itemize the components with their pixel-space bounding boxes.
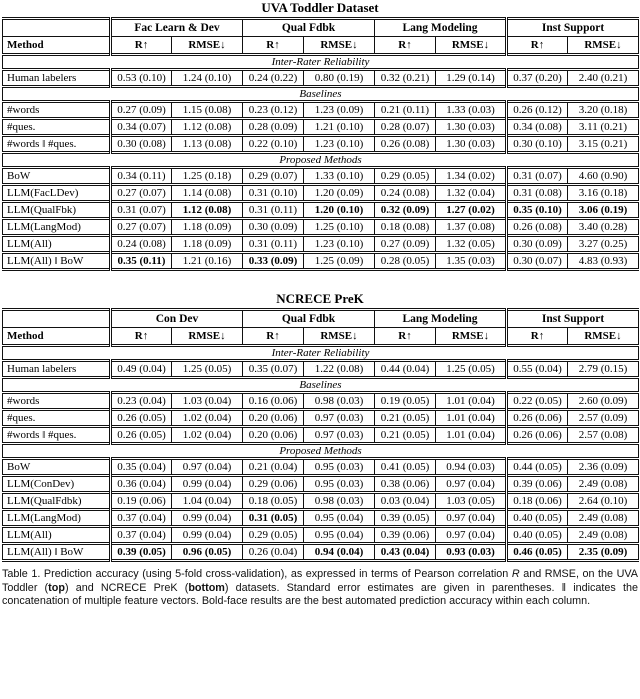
value-cell: 0.27 (0.09) <box>111 102 172 119</box>
value-cell: 1.13 (0.08) <box>172 136 243 153</box>
value-cell: 0.26 (0.12) <box>507 102 568 119</box>
method-cell: #words ‖ #ques. <box>7 429 77 441</box>
caption-text: R <box>511 568 520 580</box>
table-row <box>3 510 639 527</box>
rmse-column-header: RMSE↓ <box>436 328 507 346</box>
method-cell: LLM(All) ‖ BoW <box>7 255 84 267</box>
value-cell: 0.26 (0.05) <box>111 410 172 427</box>
section-row <box>3 55 639 70</box>
value-cell: 0.24 (0.08) <box>111 236 172 253</box>
table-row <box>3 136 639 153</box>
group-header: Inst Support <box>507 19 639 37</box>
table-row <box>3 410 639 427</box>
value-cell: 0.32 (0.09) <box>375 202 436 219</box>
value-cell: 0.28 (0.07) <box>375 119 436 136</box>
value-cell: 0.26 (0.06) <box>507 410 568 427</box>
table-row <box>3 219 639 236</box>
group-header: Qual Fdbk <box>243 310 375 328</box>
r-column-header: R↑ <box>375 328 436 346</box>
caption-text: and RMSE, on the UVA Toddler ( <box>2 568 638 594</box>
table-row <box>3 393 639 410</box>
value-cell: 1.25 (0.05) <box>436 361 507 378</box>
r-column-header: R↑ <box>507 328 568 346</box>
value-cell: 1.24 (0.10) <box>172 70 243 87</box>
value-cell: 1.01 (0.04) <box>436 427 507 444</box>
value-cell: 0.39 (0.05) <box>111 544 172 561</box>
value-cell: 2.60 (0.09) <box>568 393 639 410</box>
value-cell: 0.97 (0.04) <box>172 459 243 476</box>
value-cell: 0.55 (0.04) <box>507 361 568 378</box>
method-cell: Human labelers <box>7 72 77 84</box>
value-cell: 0.29 (0.05) <box>243 527 304 544</box>
value-cell: 0.21 (0.05) <box>375 410 436 427</box>
value-cell: 4.83 (0.93) <box>568 253 639 270</box>
empty-corner-cell <box>3 19 111 37</box>
value-cell: 2.49 (0.08) <box>568 527 639 544</box>
section-row <box>3 87 639 102</box>
value-cell: 2.40 (0.21) <box>568 70 639 87</box>
rmse-column-header: RMSE↓ <box>568 37 639 55</box>
value-cell: 0.36 (0.04) <box>111 476 172 493</box>
value-cell: 2.64 (0.10) <box>568 493 639 510</box>
value-cell: 1.03 (0.05) <box>436 493 507 510</box>
value-cell: 0.26 (0.06) <box>507 427 568 444</box>
section-label: Inter-Rater Reliability <box>271 56 370 68</box>
value-cell: 0.95 (0.03) <box>304 476 375 493</box>
group-header: Fac Learn & Dev <box>111 19 243 37</box>
value-cell: 1.23 (0.10) <box>304 236 375 253</box>
section-row <box>3 378 639 393</box>
value-cell: 0.23 (0.04) <box>111 393 172 410</box>
method-cell: Human labelers <box>7 363 77 375</box>
section-row <box>3 444 639 459</box>
value-cell: 1.02 (0.04) <box>172 427 243 444</box>
value-cell: 0.24 (0.08) <box>375 185 436 202</box>
method-column-header: Method <box>7 39 44 51</box>
caption-text: ) and NCRECE PreK ( <box>64 581 189 594</box>
value-cell: 0.93 (0.03) <box>436 544 507 561</box>
value-cell: 1.32 (0.04) <box>436 185 507 202</box>
value-cell: 1.18 (0.09) <box>172 236 243 253</box>
method-cell: #words <box>7 395 40 407</box>
value-cell: 1.27 (0.02) <box>436 202 507 219</box>
value-cell: 1.25 (0.10) <box>304 219 375 236</box>
caption-text: Table 1. Prediction accuracy (using 5-fold cross-validation), as expressed in terms of Pearson correlation <box>2 568 512 580</box>
table-row <box>3 427 639 444</box>
table-row <box>3 253 639 270</box>
method-cell: LLM(LangMod) <box>7 512 81 524</box>
group-header: Lang Modeling <box>375 19 507 37</box>
rmse-column-header: RMSE↓ <box>568 328 639 346</box>
table-row <box>3 202 639 219</box>
value-cell: 0.99 (0.04) <box>172 527 243 544</box>
value-cell: 1.01 (0.04) <box>436 393 507 410</box>
value-cell: 0.41 (0.05) <box>375 459 436 476</box>
r-column-header: R↑ <box>507 37 568 55</box>
value-cell: 1.04 (0.04) <box>172 493 243 510</box>
value-cell: 3.16 (0.18) <box>568 185 639 202</box>
method-cell: #words <box>7 104 40 116</box>
section-label: Baselines <box>299 88 342 100</box>
table-row <box>3 185 639 202</box>
table-title-ncrece: NCRECE PreK <box>276 291 364 306</box>
value-cell: 1.30 (0.03) <box>436 119 507 136</box>
table-row <box>3 236 639 253</box>
value-cell: 0.22 (0.10) <box>243 136 304 153</box>
value-cell: 0.31 (0.07) <box>507 168 568 185</box>
value-cell: 0.31 (0.05) <box>243 510 304 527</box>
value-cell: 2.36 (0.09) <box>568 459 639 476</box>
value-cell: 0.31 (0.11) <box>243 202 304 219</box>
value-cell: 0.94 (0.03) <box>436 459 507 476</box>
value-cell: 3.15 (0.21) <box>568 136 639 153</box>
caption-text: ) datasets. Standard error estimates are given in parentheses. ‖ indicates the concatenation of multiple feature vectors. Bold-face results are the best automated prediction accuracy within each column. <box>2 581 638 607</box>
value-cell: 0.33 (0.09) <box>243 253 304 270</box>
value-cell: 0.21 (0.04) <box>243 459 304 476</box>
value-cell: 0.27 (0.07) <box>111 219 172 236</box>
value-cell: 0.20 (0.06) <box>243 410 304 427</box>
value-cell: 1.20 (0.10) <box>304 202 375 219</box>
method-cell: LLM(QualFbk) <box>7 204 77 216</box>
value-cell: 1.15 (0.08) <box>172 102 243 119</box>
value-cell: 0.44 (0.05) <box>507 459 568 476</box>
value-cell: 0.39 (0.05) <box>375 510 436 527</box>
value-cell: 0.30 (0.07) <box>507 253 568 270</box>
method-cell: LLM(All) ‖ BoW <box>7 546 84 558</box>
rmse-column-header: RMSE↓ <box>304 37 375 55</box>
value-cell: 0.34 (0.11) <box>111 168 172 185</box>
method-cell: LLM(All) <box>7 238 52 250</box>
method-cell: BoW <box>7 461 31 473</box>
value-cell: 3.11 (0.21) <box>568 119 639 136</box>
value-cell: 0.18 (0.08) <box>375 219 436 236</box>
value-cell: 0.26 (0.04) <box>243 544 304 561</box>
r-column-header: R↑ <box>243 37 304 55</box>
rmse-column-header: RMSE↓ <box>304 328 375 346</box>
table-row <box>3 527 639 544</box>
value-cell: 0.97 (0.04) <box>436 476 507 493</box>
column-header-row <box>3 37 639 55</box>
r-column-header: R↑ <box>111 328 172 346</box>
value-cell: 0.26 (0.05) <box>111 427 172 444</box>
value-cell: 0.97 (0.03) <box>304 427 375 444</box>
value-cell: 0.27 (0.09) <box>375 236 436 253</box>
table-row <box>3 459 639 476</box>
value-cell: 0.26 (0.08) <box>375 136 436 153</box>
empty-corner-cell <box>3 310 111 328</box>
method-cell: LLM(ConDev) <box>7 478 75 490</box>
value-cell: 0.44 (0.04) <box>375 361 436 378</box>
table-row <box>3 361 639 378</box>
value-cell: 2.57 (0.09) <box>568 410 639 427</box>
value-cell: 0.31 (0.11) <box>243 236 304 253</box>
method-column-header: Method <box>7 330 44 342</box>
table-row <box>3 119 639 136</box>
value-cell: 0.30 (0.08) <box>111 136 172 153</box>
value-cell: 2.57 (0.08) <box>568 427 639 444</box>
value-cell: 0.95 (0.04) <box>304 527 375 544</box>
value-cell: 0.27 (0.07) <box>111 185 172 202</box>
value-cell: 0.18 (0.06) <box>507 493 568 510</box>
value-cell: 1.03 (0.04) <box>172 393 243 410</box>
value-cell: 1.20 (0.09) <box>304 185 375 202</box>
value-cell: 0.40 (0.05) <box>507 527 568 544</box>
table-row <box>3 544 639 561</box>
value-cell: 1.01 (0.04) <box>436 410 507 427</box>
rmse-column-header: RMSE↓ <box>172 37 243 55</box>
value-cell: 0.29 (0.06) <box>243 476 304 493</box>
group-header-row <box>3 19 639 37</box>
value-cell: 1.35 (0.03) <box>436 253 507 270</box>
value-cell: 1.29 (0.14) <box>436 70 507 87</box>
caption-text: top <box>48 581 65 594</box>
table-caption <box>2 568 638 609</box>
value-cell: 0.30 (0.10) <box>507 136 568 153</box>
value-cell: 0.98 (0.03) <box>304 493 375 510</box>
value-cell: 0.23 (0.12) <box>243 102 304 119</box>
value-cell: 0.31 (0.10) <box>243 185 304 202</box>
value-cell: 0.53 (0.10) <box>111 70 172 87</box>
r-column-header: R↑ <box>243 328 304 346</box>
value-cell: 1.25 (0.09) <box>304 253 375 270</box>
method-cell: LLM(All) <box>7 529 52 541</box>
value-cell: 0.35 (0.10) <box>507 202 568 219</box>
value-cell: 0.34 (0.08) <box>507 119 568 136</box>
section-row <box>3 346 639 361</box>
value-cell: 2.49 (0.08) <box>568 510 639 527</box>
table-row <box>3 70 639 87</box>
value-cell: 0.20 (0.06) <box>243 427 304 444</box>
group-header: Qual Fdbk <box>243 19 375 37</box>
value-cell: 3.27 (0.25) <box>568 236 639 253</box>
method-cell: LLM(LangMod) <box>7 221 81 233</box>
value-cell: 1.02 (0.04) <box>172 410 243 427</box>
value-cell: 0.39 (0.06) <box>375 527 436 544</box>
method-cell: #ques. <box>7 412 36 424</box>
value-cell: 0.19 (0.06) <box>111 493 172 510</box>
value-cell: 0.46 (0.05) <box>507 544 568 561</box>
column-header-row <box>3 328 639 346</box>
value-cell: 0.30 (0.09) <box>243 219 304 236</box>
value-cell: 1.21 (0.10) <box>304 119 375 136</box>
value-cell: 1.23 (0.09) <box>304 102 375 119</box>
value-cell: 1.18 (0.09) <box>172 219 243 236</box>
value-cell: 0.49 (0.04) <box>111 361 172 378</box>
value-cell: 3.06 (0.19) <box>568 202 639 219</box>
table-title-uva: UVA Toddler Dataset <box>261 0 379 15</box>
value-cell: 1.33 (0.03) <box>436 102 507 119</box>
value-cell: 0.97 (0.03) <box>304 410 375 427</box>
table-row <box>3 476 639 493</box>
table-row <box>3 168 639 185</box>
value-cell: 1.25 (0.05) <box>172 361 243 378</box>
value-cell: 0.28 (0.09) <box>243 119 304 136</box>
value-cell: 1.23 (0.10) <box>304 136 375 153</box>
table-row <box>3 102 639 119</box>
value-cell: 1.37 (0.08) <box>436 219 507 236</box>
value-cell: 0.30 (0.09) <box>507 236 568 253</box>
value-cell: 0.37 (0.04) <box>111 527 172 544</box>
value-cell: 0.39 (0.06) <box>507 476 568 493</box>
value-cell: 1.12 (0.08) <box>172 202 243 219</box>
r-column-header: R↑ <box>111 37 172 55</box>
value-cell: 2.79 (0.15) <box>568 361 639 378</box>
value-cell: 0.35 (0.07) <box>243 361 304 378</box>
value-cell: 3.40 (0.28) <box>568 219 639 236</box>
value-cell: 0.40 (0.05) <box>507 510 568 527</box>
value-cell: 0.28 (0.05) <box>375 253 436 270</box>
value-cell: 0.38 (0.06) <box>375 476 436 493</box>
value-cell: 0.97 (0.04) <box>436 510 507 527</box>
value-cell: 0.96 (0.05) <box>172 544 243 561</box>
value-cell: 0.29 (0.05) <box>375 168 436 185</box>
value-cell: 0.26 (0.08) <box>507 219 568 236</box>
value-cell: 0.16 (0.06) <box>243 393 304 410</box>
value-cell: 0.03 (0.04) <box>375 493 436 510</box>
value-cell: 1.25 (0.18) <box>172 168 243 185</box>
value-cell: 0.22 (0.05) <box>507 393 568 410</box>
value-cell: 1.33 (0.10) <box>304 168 375 185</box>
table-row <box>3 493 639 510</box>
value-cell: 0.19 (0.05) <box>375 393 436 410</box>
caption-text: bottom <box>188 581 225 594</box>
value-cell: 0.95 (0.03) <box>304 459 375 476</box>
section-label: Baselines <box>299 379 342 391</box>
value-cell: 1.32 (0.05) <box>436 236 507 253</box>
value-cell: 0.29 (0.07) <box>243 168 304 185</box>
value-cell: 1.22 (0.08) <box>304 361 375 378</box>
section-label: Proposed Methods <box>279 154 362 166</box>
group-header-row <box>3 310 639 328</box>
value-cell: 0.99 (0.04) <box>172 476 243 493</box>
section-row <box>3 153 639 168</box>
group-header: Con Dev <box>111 310 243 328</box>
value-cell: 0.32 (0.21) <box>375 70 436 87</box>
value-cell: 1.34 (0.02) <box>436 168 507 185</box>
value-cell: 0.31 (0.08) <box>507 185 568 202</box>
value-cell: 0.95 (0.04) <box>304 510 375 527</box>
value-cell: 0.24 (0.22) <box>243 70 304 87</box>
value-cell: 1.30 (0.03) <box>436 136 507 153</box>
value-cell: 2.35 (0.09) <box>568 544 639 561</box>
value-cell: 0.18 (0.05) <box>243 493 304 510</box>
value-cell: 0.35 (0.11) <box>111 253 172 270</box>
value-cell: 0.43 (0.04) <box>375 544 436 561</box>
value-cell: 0.37 (0.04) <box>111 510 172 527</box>
value-cell: 0.80 (0.19) <box>304 70 375 87</box>
value-cell: 0.34 (0.07) <box>111 119 172 136</box>
value-cell: 1.21 (0.16) <box>172 253 243 270</box>
r-column-header: R↑ <box>375 37 436 55</box>
value-cell: 2.49 (0.08) <box>568 476 639 493</box>
rmse-column-header: RMSE↓ <box>436 37 507 55</box>
value-cell: 0.99 (0.04) <box>172 510 243 527</box>
value-cell: 4.60 (0.90) <box>568 168 639 185</box>
value-cell: 0.37 (0.20) <box>507 70 568 87</box>
results-table-ncrece <box>2 308 639 562</box>
method-cell: BoW <box>7 170 31 182</box>
method-cell: #ques. <box>7 121 36 133</box>
section-label: Inter-Rater Reliability <box>271 347 370 359</box>
results-table-uva <box>2 17 639 271</box>
value-cell: 0.21 (0.11) <box>375 102 436 119</box>
value-cell: 0.35 (0.04) <box>111 459 172 476</box>
value-cell: 0.94 (0.04) <box>304 544 375 561</box>
rmse-column-header: RMSE↓ <box>172 328 243 346</box>
value-cell: 1.14 (0.08) <box>172 185 243 202</box>
group-header: Inst Support <box>507 310 639 328</box>
value-cell: 0.98 (0.03) <box>304 393 375 410</box>
value-cell: 3.20 (0.18) <box>568 102 639 119</box>
method-cell: LLM(FacLDev) <box>7 187 79 199</box>
value-cell: 0.97 (0.04) <box>436 527 507 544</box>
section-label: Proposed Methods <box>279 445 362 457</box>
value-cell: 0.31 (0.07) <box>111 202 172 219</box>
method-cell: LLM(QualFdbk) <box>7 495 82 507</box>
group-header: Lang Modeling <box>375 310 507 328</box>
method-cell: #words ‖ #ques. <box>7 138 77 150</box>
value-cell: 0.21 (0.05) <box>375 427 436 444</box>
value-cell: 1.12 (0.08) <box>172 119 243 136</box>
